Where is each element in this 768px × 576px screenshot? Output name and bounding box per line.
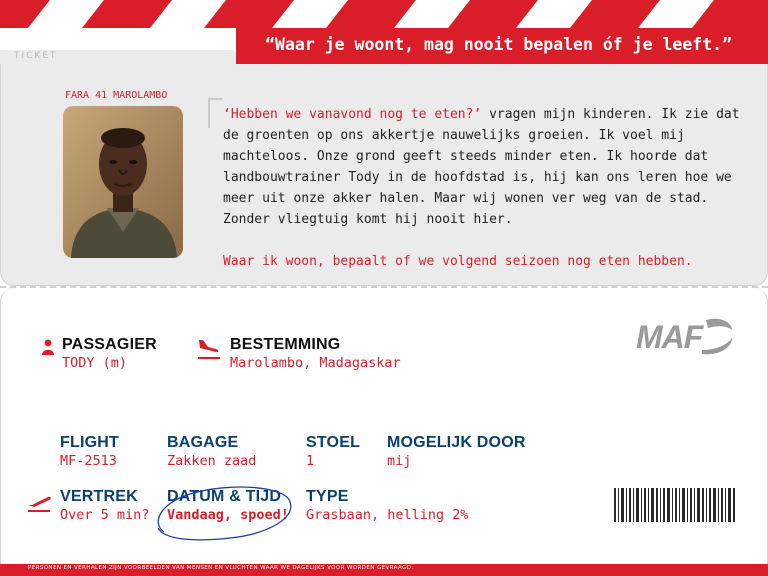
quote-highlight: ‘Hebben we vanavond nog te eten?’ <box>223 107 482 122</box>
quote-bracket <box>208 98 222 128</box>
slogan: “Waar je woont, mag nooit bepalen óf je leeft.” <box>265 35 732 54</box>
person-icon <box>42 339 54 359</box>
story-panel <box>0 64 768 286</box>
date-time-value: Vandaag, spoed! <box>167 507 289 523</box>
baggage-label: BAGAGE <box>167 434 239 451</box>
baggage-field <box>167 434 256 469</box>
possible-by-value: mij <box>387 453 412 469</box>
baggage-value: Zakken zaad <box>167 453 257 469</box>
maf-logo <box>636 314 736 362</box>
seat-field <box>306 434 360 469</box>
type-label: TYPE <box>306 488 349 505</box>
top-stripes <box>0 0 768 28</box>
story-text <box>223 104 743 230</box>
seat-value: 1 <box>306 453 315 469</box>
barcode <box>614 488 736 522</box>
header <box>0 28 768 64</box>
date-time-label: DATUM & TIJD <box>167 488 282 505</box>
destination-label: BESTEMMING <box>230 336 341 353</box>
maf-logo-text: MAF <box>636 319 703 355</box>
plane-landing-icon <box>196 338 222 364</box>
destination-value: Marolambo, Madagaskar <box>230 355 401 371</box>
destination-field <box>230 336 401 371</box>
ticket-tab <box>0 50 236 64</box>
type-field <box>306 488 469 523</box>
possible-by-label: MOGELIJK DOOR <box>387 434 526 451</box>
departure-field <box>60 488 149 523</box>
plane-takeoff-icon <box>26 491 52 517</box>
passenger-value: TODY (m) <box>62 355 128 371</box>
departure-label: VERTREK <box>60 488 138 505</box>
closing-statement: Waar ik woon, bepaalt of we volgend seizoen nog eten hebben. <box>223 254 693 269</box>
footer-disclaimer: PERSONEN EN VERHALEN ZIJN VOORBEELDEN VAN MENSEN EN VLUCHTEN WAAR WE DAGELIJKS VOOR WORDEN GEVRAAGD. <box>28 565 414 571</box>
flight-field <box>60 434 119 469</box>
quote-body: vragen mijn kinderen. Ik zie dat de groenten op ons akkertje nauwelijks groeien. Ik voel mij machteloos. Onze grond geeft steeds minder eten. Ik hoorde dat landbouwtrainer Tody in de hoofdstad is, hij kan ons leren hoe we meer uit onze akker halen. Maar wij wonen ver weg van de stad. Zonder vliegtuig komt hij nooit hier. <box>223 107 740 227</box>
possible-by-field <box>387 434 526 469</box>
passenger-label: PASSAGIER <box>62 336 157 353</box>
ticket-label: TICKET <box>14 51 58 61</box>
passenger-field <box>62 336 157 371</box>
departure-value: Over 5 min? <box>60 507 150 523</box>
person-caption: FARA 41 MAROLAMBO <box>65 90 168 101</box>
slogan-band <box>236 28 768 64</box>
flight-value: MF-2513 <box>60 453 117 469</box>
portrait-photo <box>63 106 183 258</box>
type-value: Grasbaan, helling 2% <box>306 507 469 523</box>
pen-circle-mark <box>150 484 300 550</box>
flight-label: FLIGHT <box>60 434 119 451</box>
footer-bar <box>0 564 768 576</box>
seat-label: STOEL <box>306 434 361 451</box>
